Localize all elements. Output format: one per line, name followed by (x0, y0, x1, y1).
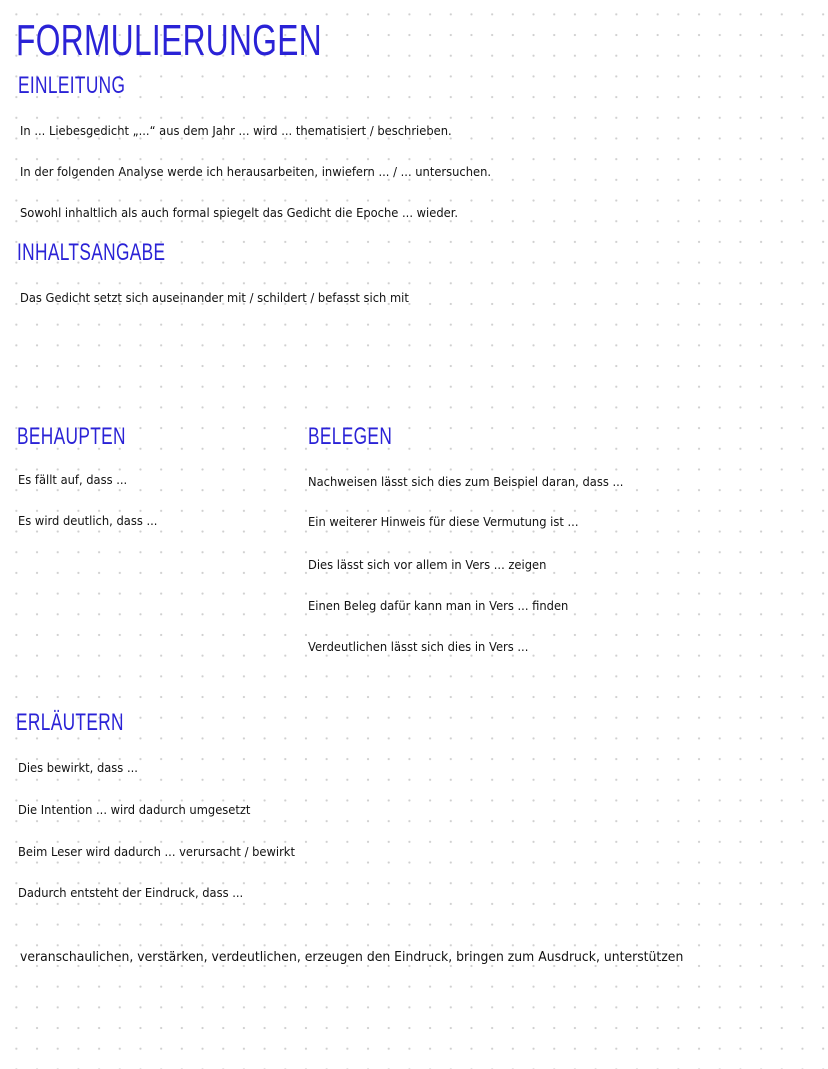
belegen-line: Ein weiterer Hinweis für diese Vermutung ist ... (308, 514, 579, 529)
verb-list: veranschaulichen, verstärken, verdeutlichen, erzeugen den Eindruck, bringen zum Ausdruck, unterstützen (20, 949, 684, 965)
erlaeutern-line: Dadurch entsteht der Eindruck, dass ... (18, 885, 244, 900)
erlaeutern-line: Die Intention ... wird dadurch umgesetzt (18, 802, 251, 817)
section-heading-belegen: BELEGEN (308, 423, 393, 450)
einleitung-line: Sowohl inhaltlich als auch formal spiegelt das Gedicht die Epoche ... wieder. (20, 205, 459, 220)
belegen-line: Nachweisen lässt sich dies zum Beispiel daran, dass ... (308, 474, 624, 489)
behaupten-line: Es wird deutlich, dass ... (18, 513, 158, 528)
section-heading-behaupten: BEHAUPTEN (17, 423, 126, 450)
belegen-line: Dies lässt sich vor allem in Vers ... zeigen (308, 557, 547, 572)
section-heading-inhaltsangabe: INHALTSANGABE (17, 239, 166, 266)
section-heading-einleitung: EINLEITUNG (18, 72, 126, 99)
inhaltsangabe-line: Das Gedicht setzt sich auseinander mit / schildert / befasst sich mit (20, 290, 409, 305)
page-title: FORMULIERUNGEN (16, 16, 323, 65)
einleitung-line: In ... Liebesgedicht „...“ aus dem Jahr ... wird ... thematisiert / beschrieben. (20, 123, 452, 138)
belegen-line: Verdeutlichen lässt sich dies in Vers ... (308, 639, 529, 654)
behaupten-line: Es fällt auf, dass ... (18, 472, 128, 487)
einleitung-line: In der folgenden Analyse werde ich herausarbeiten, inwiefern ... / ... untersuchen. (20, 164, 492, 179)
belegen-line: Einen Beleg dafür kann man in Vers ... finden (308, 598, 569, 613)
erlaeutern-line: Beim Leser wird dadurch ... verursacht / bewirkt (18, 844, 295, 859)
section-heading-erlaeutern: ERLÄUTERN (16, 709, 124, 736)
erlaeutern-line: Dies bewirkt, dass ... (18, 760, 138, 775)
